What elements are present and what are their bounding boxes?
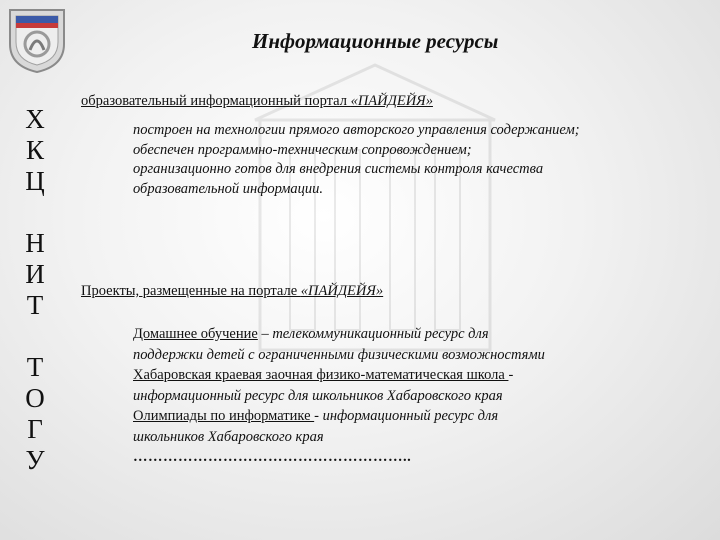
projects-heading — [81, 283, 383, 300]
feature-line: обеспечен программно-техническим сопровождением; — [133, 141, 472, 158]
portal-heading — [81, 93, 433, 110]
university-logo — [6, 4, 68, 74]
projects-list — [133, 324, 703, 468]
side-letter: У — [25, 445, 45, 475]
side-abbreviation — [20, 104, 50, 476]
side-letter: О — [25, 383, 45, 413]
project-item — [133, 324, 703, 345]
page-title: Информационные ресурсы — [252, 29, 499, 53]
side-letter: Т — [26, 352, 44, 382]
projects-heading-prefix: Проекты, размещенные на портале — [81, 283, 301, 299]
feature-line: образовательной информации. — [133, 180, 324, 197]
project-link-olympiads[interactable]: Олимпиады по информатике — [133, 408, 315, 424]
projects-portal-name: «ПАЙДЕЙЯ» — [300, 283, 384, 299]
portal-heading-prefix: образовательный информационный портал — [81, 93, 351, 109]
side-letter: Т — [26, 290, 44, 320]
side-letter: И — [25, 259, 45, 289]
side-letter: Г — [27, 414, 43, 444]
side-letter: Ц — [25, 166, 45, 196]
project-desc: информационный ресурс для школьников Хабаровского края — [133, 387, 503, 404]
project-desc: поддержки детей с ограниченными физическими возможностями — [133, 346, 545, 363]
side-letter: Н — [25, 228, 45, 258]
side-gap — [20, 197, 50, 228]
side-letter: К — [25, 135, 44, 165]
project-link-physmath-school[interactable]: Хабаровская краевая заочная физико-математическая школа — [133, 367, 509, 383]
feature-line: построен на технологии прямого авторского управления содержанием; — [133, 122, 580, 138]
portal-features — [133, 121, 703, 199]
side-gap — [20, 321, 50, 352]
project-desc: школьников Хабаровского края — [133, 428, 324, 445]
feature-line: организационно готов для внедрения системы контроля качества — [133, 161, 544, 177]
project-desc: – телекоммуникационный ресурс для — [257, 326, 489, 342]
project-link-home-education[interactable]: Домашнее обучение — [133, 326, 258, 342]
project-desc: - — [508, 367, 514, 383]
project-desc: - информационный ресурс для — [314, 408, 499, 424]
ellipsis: ……………………………………………….. — [133, 449, 412, 465]
project-item — [133, 406, 703, 427]
portal-name: «ПАЙДЕЙЯ» — [350, 93, 433, 109]
side-letter: Х — [25, 104, 45, 134]
project-item — [133, 365, 703, 386]
